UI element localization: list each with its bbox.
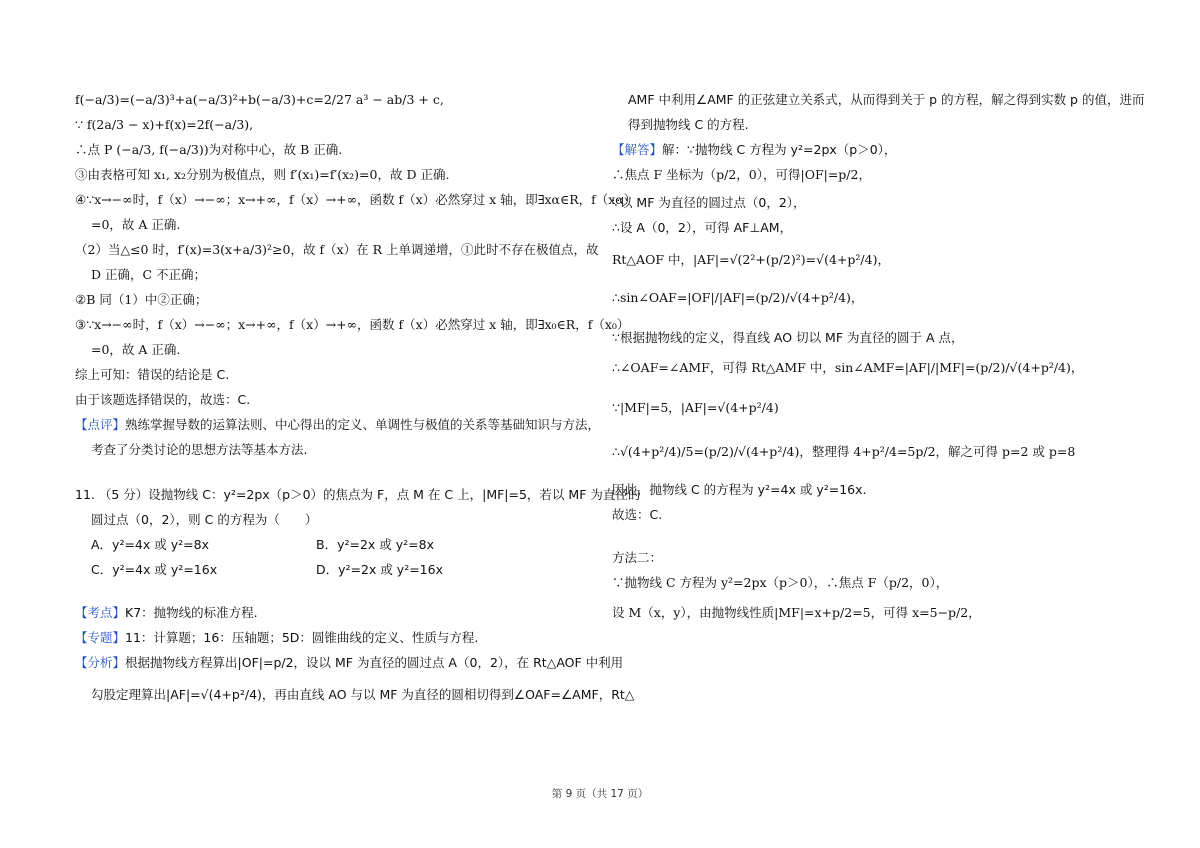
- text-line: ③由表格可知 x₁, x₂分别为极值点，则 f′(x₁)=f′(x₂)=0，故 D 正确.: [75, 167, 450, 182]
- question-stem: 11. （5 分）设抛物线 C：y²=2px（p＞0）的焦点为 F，点 M 在 C 上，|MF|=5，若以 MF 为直径的: [75, 487, 641, 502]
- fenxi-tag: 【分析】: [75, 655, 126, 670]
- option-b: B．y²=2x 或 y²=8x: [316, 537, 434, 552]
- fenxi-text: 根据抛物线方程算出|OF|=p/2，设以 MF 为直径的圆过点 A（0，2），在 Rt△AOF 中利用: [125, 655, 624, 670]
- text-line: ③∵x→−∞时，f（x）→−∞；x→+∞，f（x）→+∞，函数 f（x）必然穿过 x 轴，即∃x₀∈R，f（x₀）: [75, 317, 630, 332]
- page-footer: 第 9 页（共 17 页）: [551, 788, 649, 800]
- options-row-1: [75, 537, 605, 553]
- comment-line: [75, 417, 605, 433]
- right-column: [612, 92, 1147, 630]
- text-line: Rt△AOF 中，|AF|=√(2²+(p/2)²)=√(4+p²/4)，: [612, 252, 890, 267]
- text-line: ∵|MF|=5，|AF|=√(4+p²/4): [612, 400, 779, 415]
- text-line: AMF 中利用∠AMF 的正弦建立关系式，从而得到关于 p 的方程，解之得到实数 p 的值，进而: [628, 92, 1145, 107]
- text-line: 综上可知：错误的结论是 C.: [75, 367, 230, 382]
- text-line: =0，故 A 正确.: [91, 217, 181, 232]
- fenxi-line: [75, 655, 624, 671]
- text-line: D 正确，C 不正确；: [91, 267, 207, 282]
- option-c: C．y²=4x 或 y²=16x: [91, 562, 218, 577]
- solve-line: [612, 142, 1147, 158]
- fenxi-line-2: 勾股定理算出|AF|=√(4+p²/4)，再由直线 AO 与以 MF 为直径的圆相切得到∠OAF=∠AMF，Rt△: [91, 687, 635, 702]
- solve-tag: 【解答】: [612, 142, 663, 157]
- text-line: 故选：C.: [612, 507, 663, 522]
- zhuanti-line: [75, 630, 605, 646]
- comment-text: 熟练掌握导数的运算法则、中心得出的定义、单调性与极值的关系等基础知识与方法，: [125, 417, 601, 432]
- text-line: 考查了分类讨论的思想方法等基本方法.: [91, 442, 308, 457]
- text-line: 因此，抛物线 C 的方程为 y²=4x 或 y²=16x.: [612, 482, 867, 497]
- text-line: ∴sin∠OAF=|OF|/|AF|=(p/2)/√(4+p²/4)，: [612, 290, 864, 305]
- text-line: 得到抛物线 C 的方程.: [628, 117, 749, 132]
- options-row-2: [75, 562, 605, 578]
- text-line: 由于该题选择错误的，故选：C.: [75, 392, 251, 407]
- text-line: ∵ f(2a/3 − x)+f(x)=2f(−a/3),: [75, 117, 254, 132]
- text-line: ∵抛物线 C 方程为 y²=2px（p＞0），∴焦点 F（p/2，0），: [612, 575, 949, 590]
- text-line: （2）当△≤0 时，f′(x)=3(x+a/3)²≥0，故 f（x）在 R 上单调递增，①此时不存在极值点，故: [75, 242, 599, 257]
- solve-text: 解：∵抛物线 C 方程为 y²=2px（p＞0），: [662, 142, 897, 157]
- text-line: ④∵x→−∞时，f（x）→−∞；x→+∞，f（x）→+∞，函数 f（x）必然穿过 x 轴，即∃xα∈R，f（xα）: [75, 192, 637, 207]
- kaodian-tag: 【考点】: [75, 605, 126, 620]
- text-line: 设 M（x，y），由抛物线性质|MF|=x+p/2=5，可得 x=5−p/2，: [612, 605, 981, 620]
- text-line: ∵以 MF 为直径的圆过点（0，2），: [612, 195, 806, 210]
- text-line: ∴√(4+p²/4)/5=(p/2)/√(4+p²/4)，整理得 4+p²/4=5p/2，解之可得 p=2 或 p=8: [612, 444, 1076, 459]
- kaodian-text: K7：抛物线的标准方程.: [125, 605, 258, 620]
- text-line: ∴点 P (−a/3, f(−a/3))为对称中心，故 B 正确.: [75, 142, 343, 157]
- comment-tag: 【点评】: [75, 417, 126, 432]
- text-line: f(−a/3)=(−a/3)³+a(−a/3)²+b(−a/3)+c=2/27 a³ − ab/3 + c,: [75, 92, 444, 107]
- text-line: =0，故 A 正确.: [91, 342, 181, 357]
- text-line: 方法二：: [612, 550, 663, 565]
- text-line: ②B 同（1）中②正确；: [75, 292, 208, 307]
- option-d: D．y²=2x 或 y²=16x: [316, 562, 443, 577]
- zhuanti-text: 11：计算题；16：压轴题；5D：圆锥曲线的定义、性质与方程.: [125, 630, 479, 645]
- zhuanti-tag: 【专题】: [75, 630, 126, 645]
- option-a: A．y²=4x 或 y²=8x: [91, 537, 209, 552]
- kaodian-line: [75, 605, 605, 621]
- question-stem-2: 圆过点（0，2），则 C 的方程为（ ）: [91, 512, 318, 527]
- text-line: ∴焦点 F 坐标为（p/2，0），可得|OF|=p/2，: [612, 167, 871, 182]
- text-line: ∵根据抛物线的定义，得直线 AO 切以 MF 为直径的圆于 A 点，: [612, 330, 964, 345]
- text-line: ∴设 A（0，2），可得 AF⊥AM，: [612, 220, 793, 235]
- text-line: ∴∠OAF=∠AMF，可得 Rt△AMF 中，sin∠AMF=|AF|/|MF|=(p/2)/√(4+p²/4)，: [612, 360, 1084, 375]
